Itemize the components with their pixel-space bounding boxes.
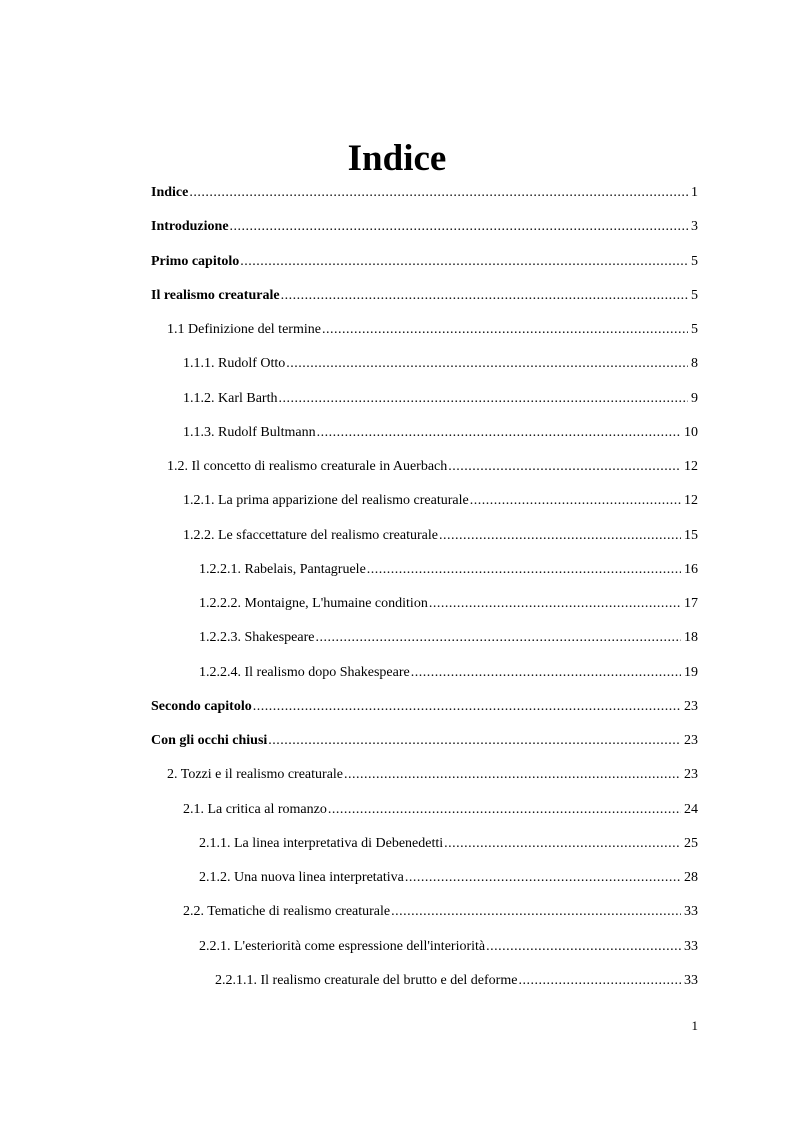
toc-leader-dots	[391, 903, 681, 921]
toc-entry-page: 5	[691, 288, 698, 303]
toc-entry-page: 25	[684, 836, 698, 851]
toc-entry-page: 17	[684, 596, 698, 611]
toc-entry-il-realismo-creaturale[interactable]	[151, 287, 698, 305]
toc-leader-dots	[281, 287, 688, 305]
toc-entry-page: 15	[684, 528, 698, 543]
toc-entry-page: 23	[684, 767, 698, 782]
toc-entry-label: 1.1.2. Karl Barth	[183, 391, 278, 406]
toc-leader-dots	[315, 629, 681, 647]
toc-leader-dots	[344, 766, 681, 784]
toc-entry-indice[interactable]	[151, 184, 698, 202]
toc-entry-2-2-1-1[interactable]	[215, 972, 698, 990]
toc-entry-2[interactable]	[167, 766, 698, 784]
toc-entry-label: 1.1.3. Rudolf Bultmann	[183, 425, 316, 440]
toc-entry-label: Il realismo creaturale	[151, 288, 280, 303]
toc-entry-1-1[interactable]	[167, 321, 698, 339]
toc-entry-page: 23	[684, 733, 698, 748]
toc-entry-1-2-2-2[interactable]	[199, 595, 698, 613]
toc-entry-2-1[interactable]	[183, 801, 698, 819]
toc-entry-page: 23	[684, 699, 698, 714]
toc-entry-page: 12	[684, 459, 698, 474]
page-number: 1	[691, 1018, 698, 1033]
toc-entry-label: 2.2. Tematiche di realismo creaturale	[183, 904, 391, 919]
toc-entry-label: 2.2.1. L'esteriorità come espressione dell'interiorità	[199, 939, 486, 954]
toc-entry-label: 1.2.2. Le sfaccettature del realismo creaturale	[183, 528, 438, 543]
toc-entry-label: 2. Tozzi e il realismo creaturale	[167, 767, 344, 782]
toc-entry-label: 1.1.1. Rudolf Otto	[183, 356, 286, 371]
toc-entry-label: 1.1 Definizione del termine	[167, 322, 321, 337]
toc-entry-1-2-2[interactable]	[183, 527, 698, 545]
toc-leader-dots	[486, 938, 681, 956]
toc-entry-label: 2.2.1.1. Il realismo creaturale del brutto e del deforme	[215, 973, 518, 988]
toc-leader-dots	[268, 732, 681, 750]
toc-leader-dots	[189, 184, 688, 202]
toc-entry-label: Secondo capitolo	[151, 699, 252, 714]
toc-entry-2-2-1[interactable]	[199, 938, 698, 956]
toc-entry-page: 18	[684, 630, 698, 645]
toc-leader-dots	[444, 835, 681, 853]
toc-entry-1-2-1[interactable]	[183, 492, 698, 510]
toc-entry-con-gli-occhi-chiusi[interactable]	[151, 732, 698, 750]
toc-entry-page: 16	[684, 562, 698, 577]
toc-entry-label: 1.2.2.3. Shakespeare	[199, 630, 315, 645]
toc-leader-dots	[278, 390, 688, 408]
toc-entry-1-2[interactable]	[167, 458, 698, 476]
toc-entry-primo-capitolo[interactable]	[151, 253, 698, 271]
toc-leader-dots	[286, 355, 688, 373]
toc-leader-dots	[230, 218, 688, 236]
toc-entry-label: 1.2. Il concetto di realismo creaturale in Auerbach	[167, 459, 448, 474]
toc-leader-dots	[439, 527, 681, 545]
toc-leader-dots	[411, 664, 681, 682]
toc-leader-dots	[317, 424, 681, 442]
toc-entry-page: 12	[684, 493, 698, 508]
toc-entry-1-2-2-4[interactable]	[199, 664, 698, 682]
toc-entry-page: 1	[691, 185, 698, 200]
toc-entry-page: 24	[684, 802, 698, 817]
toc-entry-page: 5	[691, 322, 698, 337]
page-title: Indice	[347, 137, 447, 179]
toc-entry-label: Primo capitolo	[151, 254, 240, 269]
toc-entry-label: 1.2.2.4. Il realismo dopo Shakespeare	[199, 665, 410, 680]
toc-entry-page: 33	[684, 939, 698, 954]
toc-entry-page: 5	[691, 254, 698, 269]
toc-entry-introduzione[interactable]	[151, 218, 698, 236]
toc-entry-label: 2.1. La critica al romanzo	[183, 802, 327, 817]
toc-entry-2-1-1[interactable]	[199, 835, 698, 853]
toc-entry-page: 19	[684, 665, 698, 680]
toc-entry-label: 1.2.2.1. Rabelais, Pantagruele	[199, 562, 366, 577]
toc-entry-label: Con gli occhi chiusi	[151, 733, 268, 748]
toc-entry-page: 8	[691, 356, 698, 371]
toc-entry-1-2-2-1[interactable]	[199, 561, 698, 579]
toc-entry-1-2-2-3[interactable]	[199, 629, 698, 647]
toc-leader-dots	[448, 458, 681, 476]
toc-entry-secondo-capitolo[interactable]	[151, 698, 698, 716]
toc-leader-dots	[240, 253, 688, 271]
toc-leader-dots	[429, 595, 681, 613]
toc-entry-label: Introduzione	[151, 219, 229, 234]
toc-entry-1-1-2[interactable]	[183, 390, 698, 408]
toc-entry-page: 9	[691, 391, 698, 406]
toc-entry-page: 10	[684, 425, 698, 440]
toc-leader-dots	[322, 321, 688, 339]
toc-entry-label: 1.2.1. La prima apparizione del realismo creaturale	[183, 493, 469, 508]
toc-leader-dots	[253, 698, 681, 716]
toc-entry-page: 28	[684, 870, 698, 885]
toc-entry-page: 3	[691, 219, 698, 234]
toc-entry-label: 2.1.1. La linea interpretativa di Debenedetti	[199, 836, 444, 851]
toc-leader-dots	[367, 561, 681, 579]
toc-entry-1-1-3[interactable]	[183, 424, 698, 442]
toc-leader-dots	[518, 972, 681, 990]
toc-leader-dots	[470, 492, 681, 510]
toc-entry-label: Indice	[151, 185, 189, 200]
toc-entry-page: 33	[684, 973, 698, 988]
toc-entry-2-1-2[interactable]	[199, 869, 698, 887]
toc-entry-label: 2.1.2. Una nuova linea interpretativa	[199, 870, 404, 885]
toc-entry-1-1-1[interactable]	[183, 355, 698, 373]
toc-entry-label: 1.2.2.2. Montaigne, L'humaine condition	[199, 596, 428, 611]
toc-entry-page: 33	[684, 904, 698, 919]
toc-leader-dots	[405, 869, 681, 887]
toc-entry-2-2[interactable]	[183, 903, 698, 921]
toc-leader-dots	[328, 801, 681, 819]
